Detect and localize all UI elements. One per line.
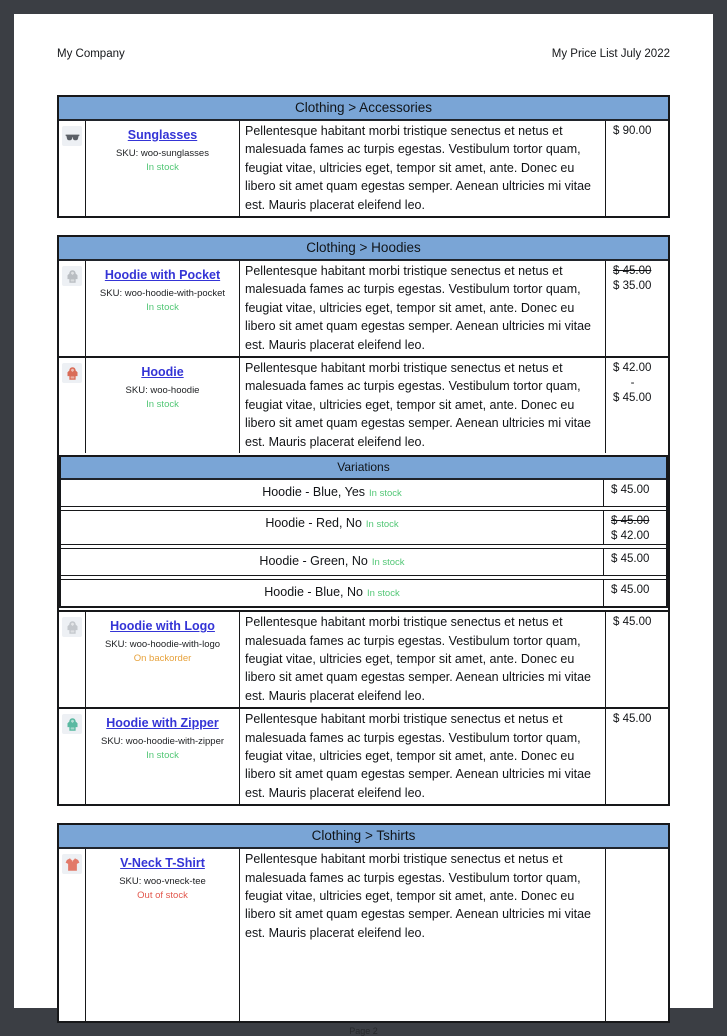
product-row — [59, 849, 668, 1021]
hoodie-icon — [62, 363, 82, 383]
stock-status: In stock — [146, 399, 179, 411]
variation-stock-status: In stock — [371, 557, 405, 569]
variation-stock-status: In stock — [369, 488, 402, 500]
price-value: $ 45.00 — [611, 515, 650, 528]
product-thumbnail-cell — [59, 849, 86, 1021]
sections — [57, 95, 670, 1023]
price-cell — [606, 261, 668, 356]
price-value: $ 45.00 — [613, 616, 652, 629]
product-name-link[interactable]: Hoodie with Pocket — [104, 268, 221, 283]
variation-row — [61, 579, 666, 606]
product-row — [59, 610, 668, 707]
price-cell — [606, 709, 668, 804]
category-table — [57, 95, 670, 218]
product-description: Pellentesque habitant morbi tristique senectus et netus et malesuada fames ac turpis egestas. Vestibulum tortor quam, feugiat vitae, ultricies eget, tempor sit amet, ante. Donec eu libero sit amet quam egestas semper. Aenean ultricies mi vitae est. Mauris placerat eleifend leo. — [240, 709, 606, 804]
product-name-link[interactable]: Hoodie with Zipper — [106, 716, 219, 731]
variation-stock-status: In stock — [366, 588, 400, 600]
product-thumbnail-cell — [59, 709, 86, 804]
product-sku: SKU: woo-hoodie-with-logo — [104, 639, 221, 651]
category-title: Clothing > Tshirts — [59, 825, 668, 849]
variation-stock-status: In stock — [365, 519, 399, 531]
variation-label-cell — [61, 511, 604, 544]
product-description: Pellentesque habitant morbi tristique senectus et netus et malesuada fames ac turpis egestas. Vestibulum tortor quam, feugiat vitae, ultricies eget, tempor sit amet, ante. Donec eu libero sit amet quam egestas semper. Aenean ultricies mi vitae est. Mauris placerat eleifend leo. — [240, 121, 606, 216]
tshirt-icon — [62, 854, 82, 874]
product-description: Pellentesque habitant morbi tristique senectus et netus et malesuada fames ac turpis egestas. Vestibulum tortor quam, feugiat vitae, ultricies eget, tempor sit amet, ante. Donec eu libero sit amet quam egestas semper. Aenean ultricies mi vitae est. Mauris placerat eleifend leo. — [240, 849, 606, 1021]
document-title: My Price List July 2022 — [551, 48, 670, 60]
variations-body — [61, 480, 666, 606]
variation-label: Hoodie - Blue, No — [264, 585, 363, 600]
price-value: $ 45.00 — [613, 713, 652, 726]
stock-status: In stock — [146, 750, 179, 762]
stock-status: In stock — [146, 162, 179, 173]
product-thumbnail-cell — [59, 358, 86, 453]
product-sku: SKU: woo-vneck-tee — [119, 876, 206, 888]
company-name: My Company — [57, 48, 125, 60]
variations-title: Variations — [61, 457, 666, 480]
price-value: $ 45.00 — [613, 265, 652, 278]
product-name-link[interactable]: V-Neck T-Shirt — [120, 856, 205, 871]
document-page — [14, 14, 713, 1036]
hoodie-icon — [62, 617, 82, 637]
document-header — [57, 48, 670, 60]
category-title: Clothing > Hoodies — [59, 237, 668, 261]
variation-label: Hoodie - Green, No — [259, 554, 368, 569]
product-row — [59, 261, 668, 356]
section-body — [59, 849, 668, 1021]
variation-price-cell — [604, 511, 666, 544]
hoodie-icon — [62, 266, 82, 286]
section-body — [59, 261, 668, 804]
category-table — [57, 823, 670, 1023]
price-value: $ 45.00 — [613, 392, 652, 405]
product-info-cell — [86, 358, 240, 453]
product-thumbnail-cell — [59, 612, 86, 707]
hoodie-icon — [62, 714, 82, 734]
price-value: - — [630, 377, 635, 390]
product-thumbnail-cell — [59, 121, 86, 216]
product-info-cell — [86, 612, 240, 707]
product-row — [59, 121, 668, 216]
variation-row — [61, 548, 666, 576]
product-sku: SKU: woo-sunglasses — [116, 148, 209, 159]
price-value: $ 42.00 — [613, 362, 652, 375]
price-value: $ 45.00 — [611, 484, 650, 497]
product-thumbnail-cell — [59, 261, 86, 356]
price-cell — [606, 612, 668, 707]
product-sku: SKU: woo-hoodie — [125, 385, 200, 397]
product-row — [59, 356, 668, 453]
variation-price-cell — [604, 580, 666, 606]
category-table — [57, 235, 670, 806]
product-name-link[interactable]: Hoodie with Logo — [110, 619, 215, 634]
category-title: Clothing > Accessories — [59, 97, 668, 121]
product-description: Pellentesque habitant morbi tristique senectus et netus et malesuada fames ac turpis egestas. Vestibulum tortor quam, feugiat vitae, ultricies eget, tempor sit amet, ante. Donec eu libero sit amet quam egestas semper. Aenean ultricies mi vitae est. Mauris placerat eleifend leo. — [240, 358, 606, 453]
stock-status: In stock — [146, 302, 179, 314]
product-description: Pellentesque habitant morbi tristique senectus et netus et malesuada fames ac turpis egestas. Vestibulum tortor quam, feugiat vitae, ultricies eget, tempor sit amet, ante. Donec eu libero sit amet quam egestas semper. Aenean ultricies mi vitae est. Mauris placerat eleifend leo. — [240, 612, 606, 707]
variation-row — [61, 510, 666, 545]
price-value: $ 42.00 — [611, 530, 650, 543]
product-info-cell — [86, 261, 240, 356]
price-cell — [606, 849, 668, 1021]
variations-table — [59, 455, 668, 608]
product-sku: SKU: woo-hoodie-with-zipper — [100, 736, 225, 748]
price-value: $ 35.00 — [613, 280, 652, 293]
stock-status: On backorder — [133, 653, 192, 665]
variation-label-cell — [61, 580, 604, 606]
page-number: Page 2 — [349, 1026, 378, 1036]
product-info-cell — [86, 849, 240, 1021]
price-cell — [606, 358, 668, 453]
section-body — [59, 121, 668, 216]
price-value: $ 45.00 — [611, 584, 650, 597]
product-info-cell — [86, 121, 240, 216]
variation-label: Hoodie - Red, No — [265, 516, 362, 531]
product-sku: SKU: woo-hoodie-with-pocket — [99, 288, 226, 300]
variation-label-cell — [61, 549, 604, 575]
variation-price-cell — [604, 480, 666, 506]
variation-row — [61, 480, 666, 507]
price-value: $ 90.00 — [613, 125, 652, 137]
variation-label-cell — [61, 480, 604, 506]
product-name-link[interactable]: Sunglasses — [127, 128, 198, 142]
variation-label: Hoodie - Blue, Yes — [262, 485, 366, 500]
price-cell — [606, 121, 668, 216]
product-row — [59, 707, 668, 804]
product-name-link[interactable]: Hoodie — [141, 365, 184, 380]
price-value: $ 45.00 — [611, 553, 650, 566]
stock-status: Out of stock — [137, 890, 188, 902]
variation-price-cell — [604, 549, 666, 575]
product-info-cell — [86, 709, 240, 804]
sunglasses-icon — [62, 126, 82, 146]
product-description: Pellentesque habitant morbi tristique senectus et netus et malesuada fames ac turpis egestas. Vestibulum tortor quam, feugiat vitae, ultricies eget, tempor sit amet, ante. Donec eu libero sit amet quam egestas semper. Aenean ultricies mi vitae est. Mauris placerat eleifend leo. — [240, 261, 606, 356]
